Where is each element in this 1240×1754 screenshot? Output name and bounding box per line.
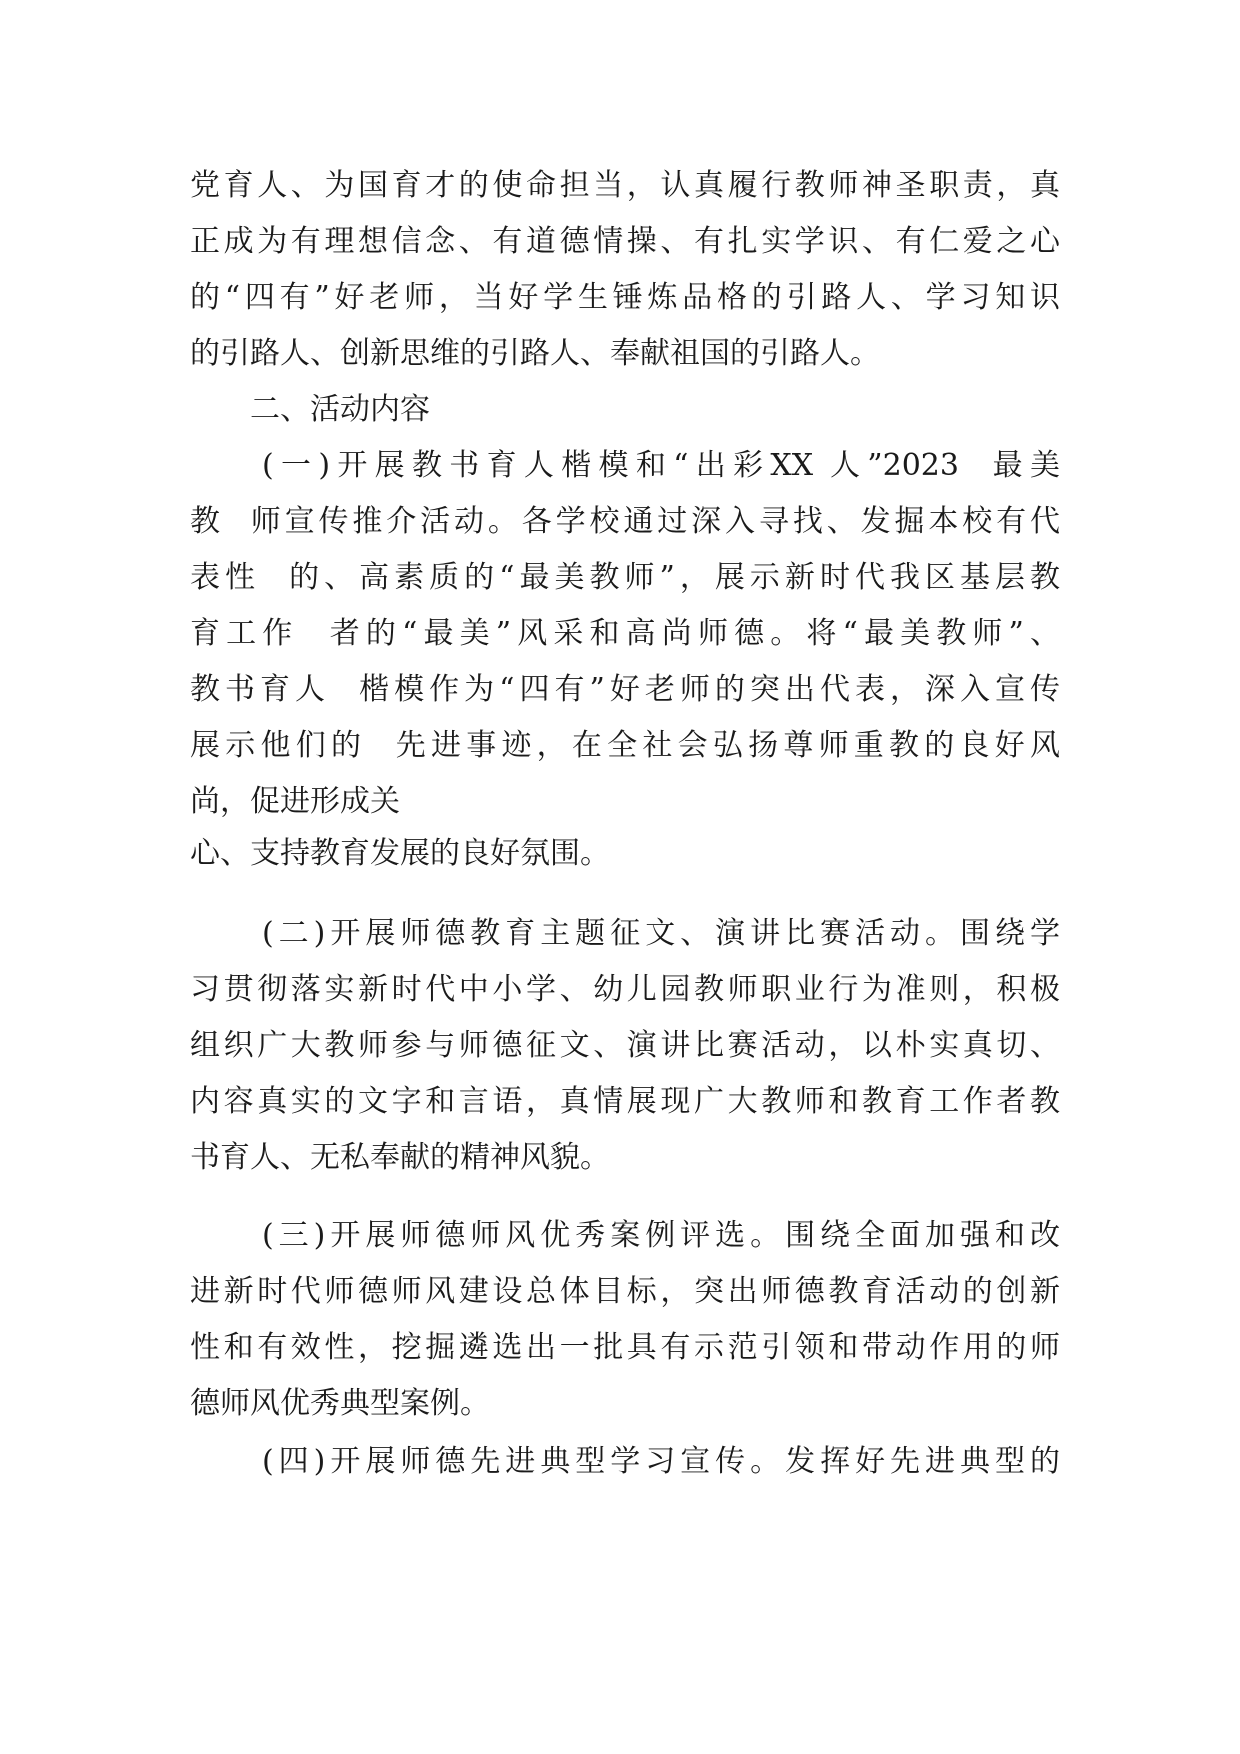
paragraph-line: 展示他们的 先进事迹，在全社会弘扬尊师重教的良好风 — [190, 728, 1060, 763]
paragraph-line: 习贯彻落实新时代中小学、幼儿园教师职业行为准则，积极 — [190, 972, 1060, 1007]
paragraph-line: 教书育人 楷模作为“四有”好老师的突出代表，深入宣传 — [190, 672, 1060, 707]
paragraph-line: 德师风优秀典型案例。 — [190, 1386, 490, 1421]
paragraph-line: 育工作 者的“最美”风采和高尚师德。将“最美教师”、 — [190, 616, 1060, 651]
paragraph-line: 党育人、为国育才的使命担当，认真履行教师神圣职责，真 — [190, 168, 1060, 203]
paragraph-line: 进新时代师德师风建设总体目标，突出师德教育活动的创新 — [190, 1274, 1060, 1309]
paragraph-line: 教 师宣传推介活动。各学校通过深入寻找、发掘本校有代 — [190, 504, 1060, 539]
paragraph-line: 表性 的、高素质的“最美教师”，展示新时代我区基层教 — [190, 560, 1060, 595]
paragraph-line: 正成为有理想信念、有道德情操、有扎实学识、有仁爱之心 — [190, 224, 1060, 259]
paragraph-line: 性和有效性，挖掘遴选出一批具有示范引领和带动作用的师 — [190, 1330, 1060, 1365]
paragraph-line: 的“四有”好老师，当好学生锤炼品格的引路人、学习知识 — [190, 280, 1060, 315]
paragraph-line: (四)开展师德先进典型学习宣传。发挥好先进典型的 — [262, 1444, 1060, 1479]
paragraph-line: (一)开展教书育人楷模和“出彩XX 人”2023 最美 — [262, 448, 1060, 483]
paragraph-line: 书育人、无私奉献的精神风貌。 — [190, 1140, 610, 1175]
paragraph-line: (二)开展师德教育主题征文、演讲比赛活动。围绕学 — [262, 916, 1060, 951]
paragraph-line: (三)开展师德师风优秀案例评选。围绕全面加强和改 — [262, 1218, 1060, 1253]
paragraph-line: 内容真实的文字和言语，真情展现广大教师和教育工作者教 — [190, 1084, 1060, 1119]
paragraph-line: 的引路人、创新思维的引路人、奉献祖国的引路人。 — [190, 336, 880, 371]
section-heading: 二、活动内容 — [250, 392, 430, 427]
paragraph-line: 组织广大教师参与师德征文、演讲比赛活动，以朴实真切、 — [190, 1028, 1060, 1063]
paragraph-line: 尚，促进形成关 — [190, 784, 400, 819]
paragraph-line: 心、支持教育发展的良好氛围。 — [190, 836, 610, 871]
